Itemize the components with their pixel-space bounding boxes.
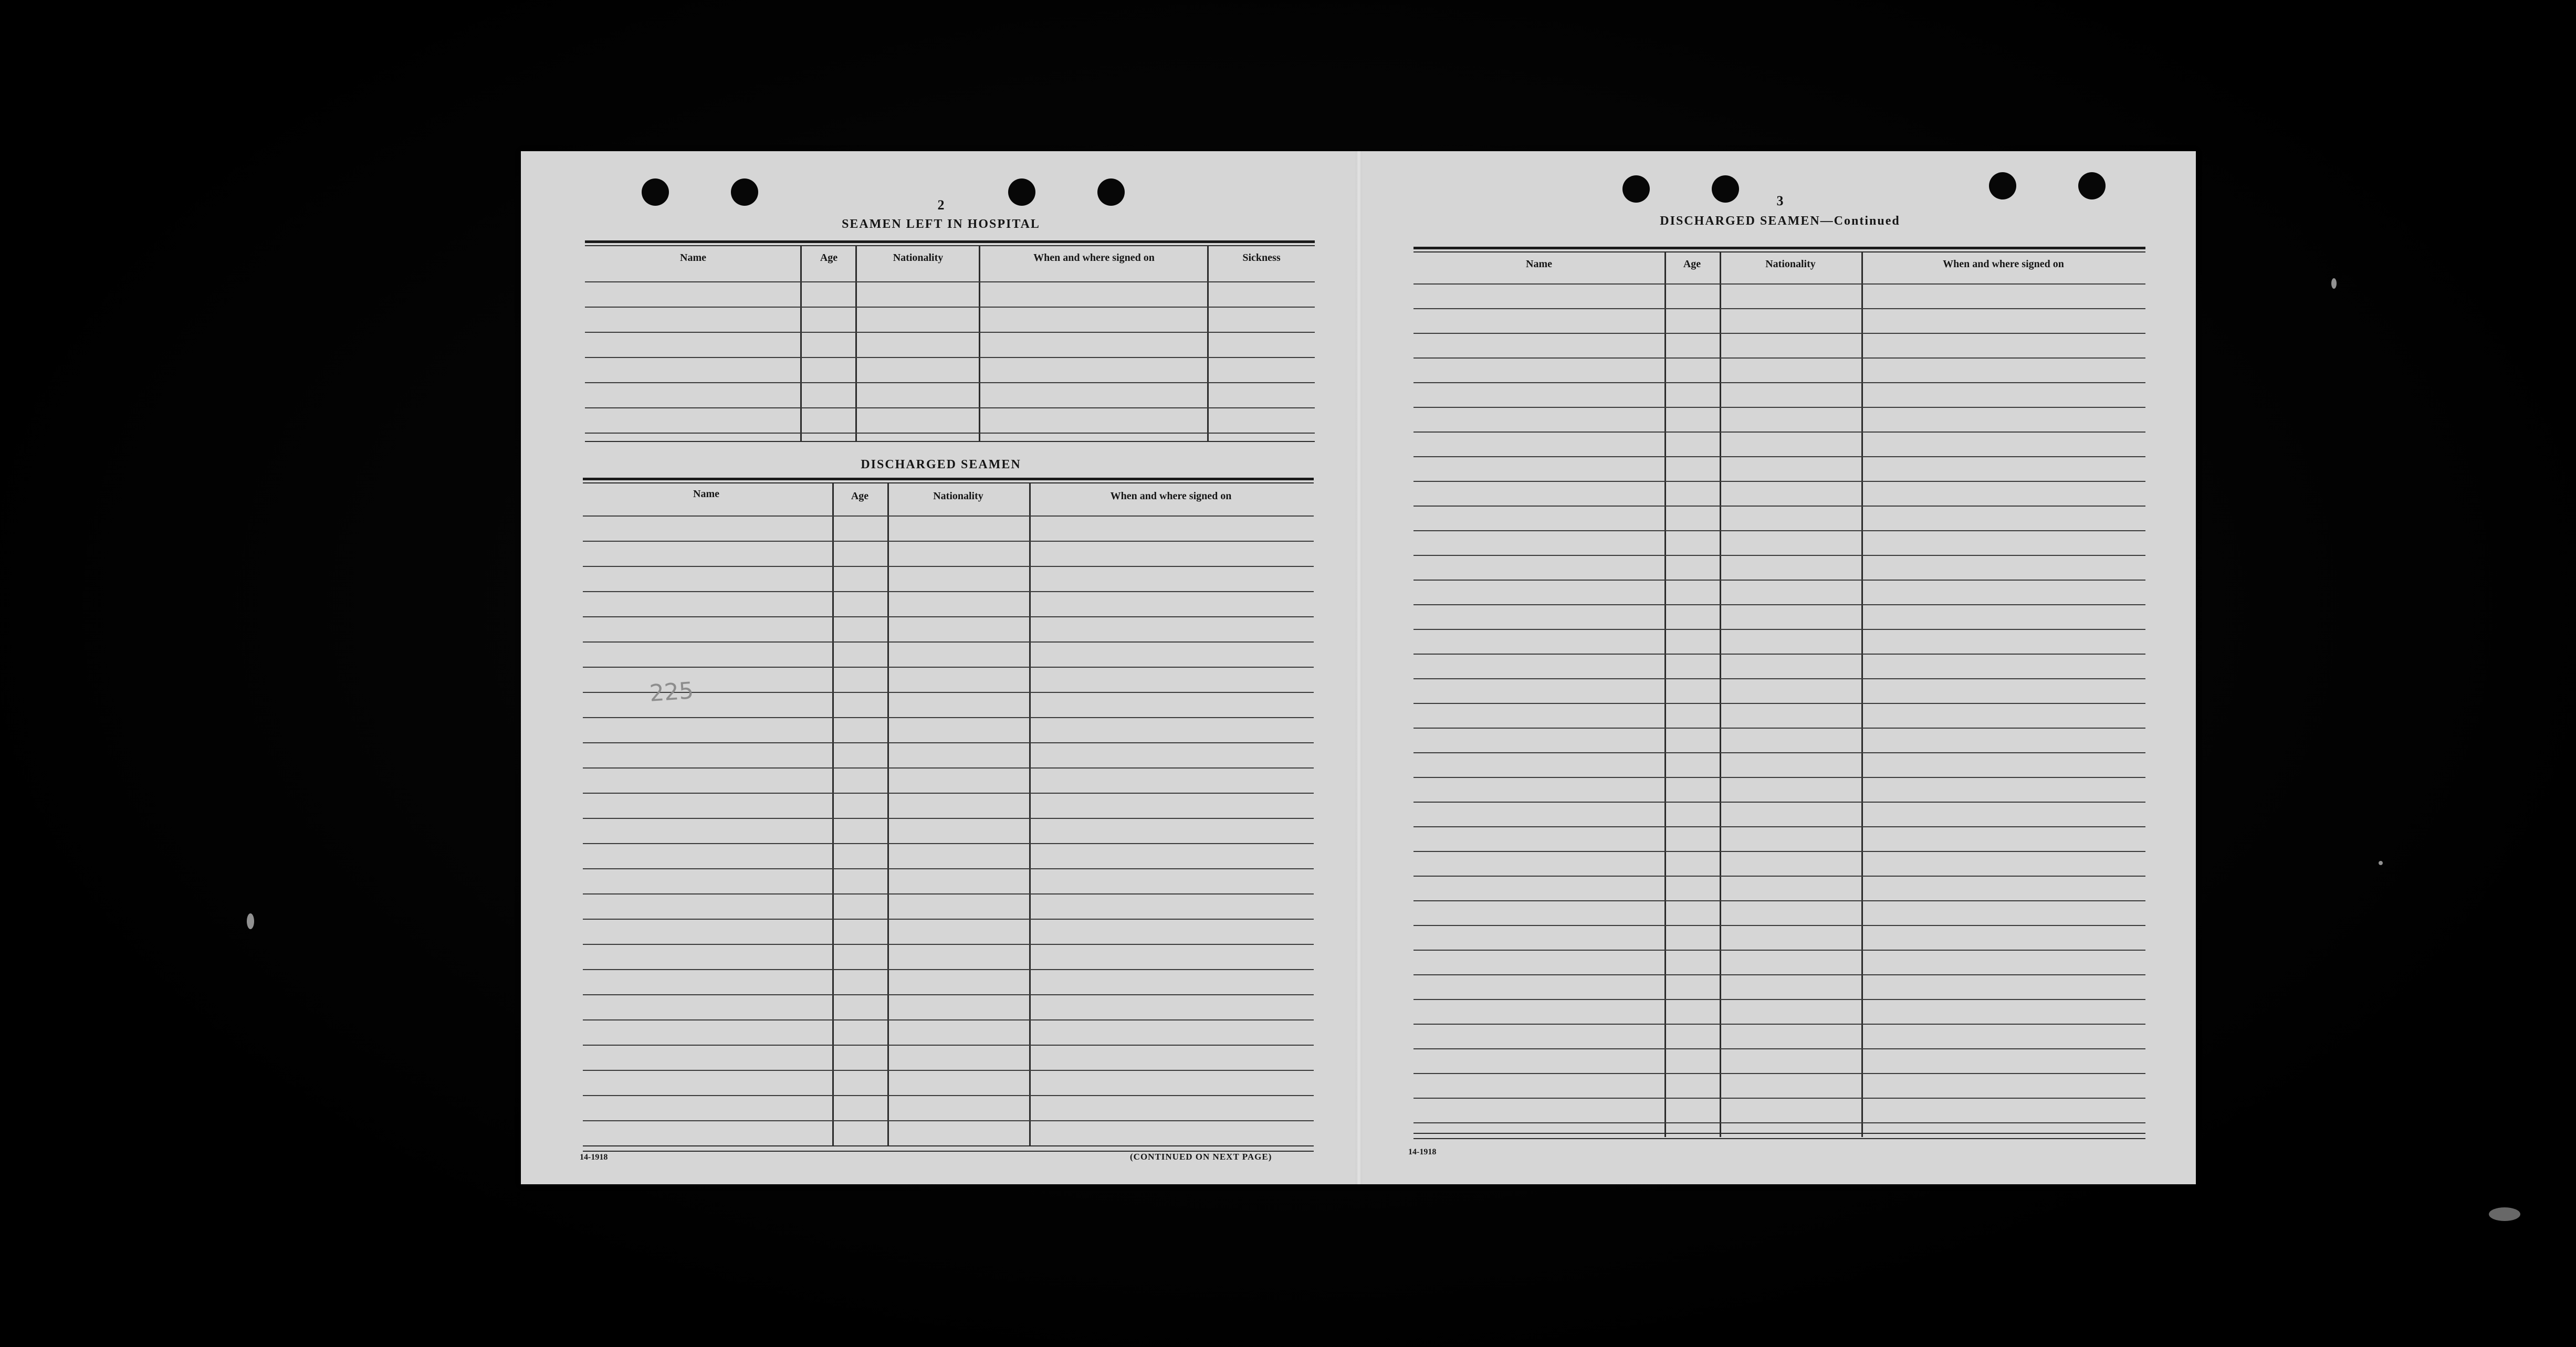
row-line [585,433,1315,434]
row-line [585,407,1315,408]
discharged-continued-title: DISCHARGED SEAMEN—Continued [1660,214,1900,228]
column-divider [1720,252,1721,1137]
row-line [1413,654,2145,655]
row-line [1413,432,2145,433]
row-line [1413,950,2145,951]
row-line [583,969,1314,970]
column-header-signed-on: When and where signed on [1943,258,2064,270]
right-page [1361,151,2196,1184]
column-divider [832,483,834,1145]
row-line [585,382,1315,383]
table-top-rule [1413,251,2145,252]
page-number: 2 [937,197,945,213]
column-header-nationality: Nationality [933,490,983,502]
row-line [583,893,1314,895]
row-line [583,1120,1314,1121]
row-line [585,357,1315,358]
column-header-name: Name [1526,258,1552,270]
row-line [1413,481,2145,482]
table-bottom-rule [583,1145,1314,1146]
row-line [1413,1024,2145,1025]
row-line [1413,308,2145,309]
column-divider [855,246,857,441]
row-line [1413,407,2145,408]
row-line [583,944,1314,945]
column-header-signed-on: When and where signed on [1033,252,1155,264]
dust-speck [2379,861,2383,865]
row-line [583,616,1314,617]
row-line [1413,752,2145,753]
row-line [1413,580,2145,581]
row-line [1413,1048,2145,1049]
row-line [1413,530,2145,531]
column-header-age: Age [851,490,869,502]
table-bottom-rule [585,441,1315,442]
table-top-rule [583,482,1314,483]
row-line [583,994,1314,995]
row-line [1413,925,2145,926]
row-line [1413,1122,2145,1123]
row-line [1413,826,2145,827]
left-page [521,151,1357,1184]
row-line [583,541,1314,542]
column-divider [800,246,802,441]
row-line [583,818,1314,819]
row-line [583,919,1314,920]
discharged-section-title: DISCHARGED SEAMEN [861,458,1021,471]
column-divider [1029,483,1031,1145]
row-line [583,742,1314,743]
column-divider [1207,246,1209,441]
row-line [585,281,1315,282]
row-line [583,1095,1314,1096]
row-line [583,767,1314,769]
column-header-nationality: Nationality [893,252,944,264]
column-divider [1861,252,1863,1137]
column-header-sickness: Sickness [1242,252,1281,264]
row-line [583,566,1314,567]
row-line [1413,851,2145,852]
row-line [583,1045,1314,1046]
row-line [1413,555,2145,556]
table-top-rule [585,240,1315,243]
row-line [583,641,1314,643]
pencil-annotation: 225 [648,677,695,707]
row-line [1413,876,2145,877]
row-line [1413,283,2145,285]
row-line [1413,728,2145,729]
row-line [1413,802,2145,803]
column-header-name: Name [680,252,706,264]
row-line [1413,678,2145,679]
column-header-name: Name [693,488,719,500]
row-line [585,307,1315,308]
row-line [583,1070,1314,1071]
row-line [1413,1073,2145,1074]
row-line [1413,629,2145,630]
form-code: 14-1918 [580,1153,608,1162]
row-line [583,591,1314,592]
row-line [583,667,1314,668]
column-divider [979,246,980,441]
row-line [583,868,1314,869]
row-line [1413,506,2145,507]
row-line [1413,456,2145,457]
row-line [583,843,1314,844]
column-divider [1664,252,1666,1137]
row-line [583,1019,1314,1020]
table-top-rule [1413,247,2145,249]
row-line [1413,333,2145,334]
row-line [583,515,1314,517]
column-divider [887,483,889,1145]
row-line [1413,382,2145,383]
row-line [1413,604,2145,605]
dust-speck [2331,278,2337,289]
table-top-rule [583,478,1314,480]
form-code: 14-1918 [1408,1148,1437,1156]
discharged-continued-table [1413,247,2145,1139]
column-header-age: Age [1683,258,1701,270]
continued-note: (CONTINUED ON NEXT PAGE) [1130,1152,1272,1162]
row-line [1413,357,2145,359]
column-header-age: Age [820,252,838,264]
ledger-sheet [521,151,2196,1184]
table-bottom-rule [1413,1138,2145,1139]
column-header-signed-on: When and where signed on [1110,490,1232,502]
page-number: 3 [1776,193,1784,208]
row-line [583,717,1314,718]
row-line [1413,999,2145,1000]
row-line [585,332,1315,333]
row-line [583,793,1314,794]
dust-speck [247,913,254,929]
column-header-nationality: Nationality [1765,258,1816,270]
discharged-table [583,478,1314,1304]
table-bottom-rule [1413,1133,2145,1134]
row-line [1413,1098,2145,1099]
dust-speck [2489,1207,2520,1221]
row-line [1413,703,2145,704]
row-line [1413,974,2145,975]
hospital-section-title: SEAMEN LEFT IN HOSPITAL [842,217,1040,231]
row-line [1413,900,2145,901]
row-line [1413,777,2145,778]
table-top-rule [585,245,1315,246]
